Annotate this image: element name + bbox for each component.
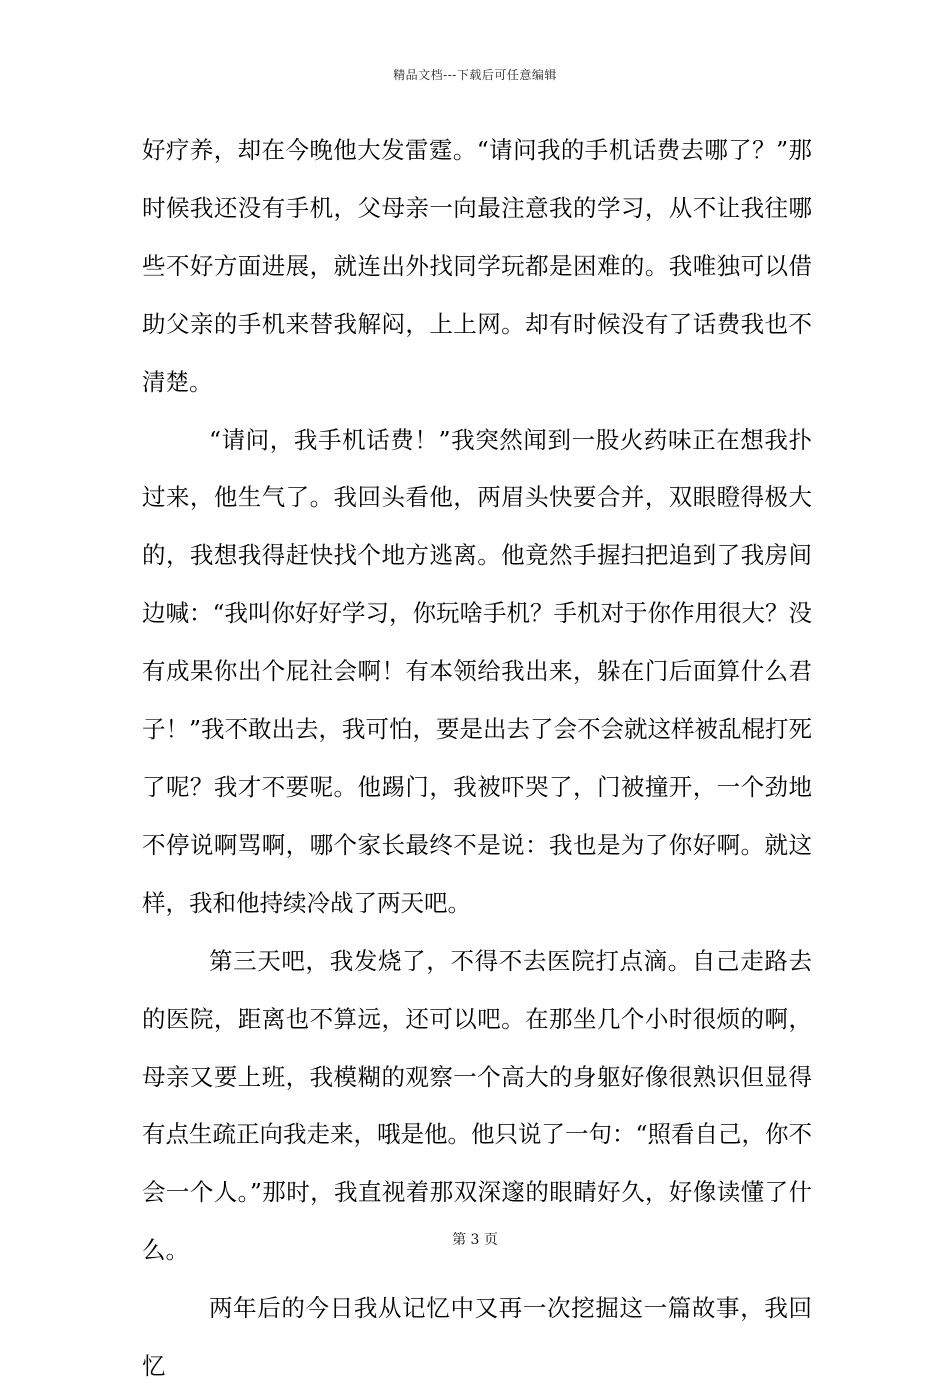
document-body bbox=[142, 122, 812, 1396]
paragraph-1: 好疗养，却在今晚他大发雷霆。“请问我的手机话费去哪了？”那时候我还没有手机，父母亲一向最注意我的学习，从不让我往哪些不好方面进展，就连出外找同学玩都是困难的。我唯独可以借助父亲的手机来替我解闷，上上网。却有时候没有了话费我也不清楚。 bbox=[142, 136, 812, 396]
page-number: 第 3 页 bbox=[452, 1232, 498, 1248]
paragraph-3: 第三天吧，我发烧了，不得不去医院打点滴。自己走路去的医院，距离也不算远，还可以吧。在那坐几个小时很烦的啊，母亲又要上班，我模糊的观察一个高大的身躯好像很熟识但显得有点生疏正向我走来，哦是他。他只说了一句：“照看自己，你不会一个人。”那时，我直视着那双深邃的眼睛好久，好像读懂了什么。 bbox=[142, 946, 813, 1265]
paragraph-4: 两年后的今日我从记忆中又再一次挖掘这一篇故事，我回忆 bbox=[142, 1294, 812, 1381]
paragraph-2: “请问，我手机话费！”我突然闻到一股火药味正在想我扑过来，他生气了。我回头看他，两眉头快要合并，双眼瞪得极大的，我想我得赶快找个地方逃离。他竟然手握扫把追到了我房间边喊：“我叫你好好学习，你玩啥手机？手机对于你作用很大？没有成果你出个屁社会啊！有本领给我出来，躲在门后面算什么君子！”我不敢出去，我可怕，要是出去了会不会就这样被乱棍打死了呢？我才不要呢。他踢门，我被吓哭了，门被撞开，一个劲地不停说啊骂啊，哪个家长最终不是说：我也是为了你好啊。就这样，我和他持续冷战了两天吧。 bbox=[142, 425, 813, 917]
page-header: 精品文档---下载后可任意编辑 bbox=[393, 68, 557, 82]
